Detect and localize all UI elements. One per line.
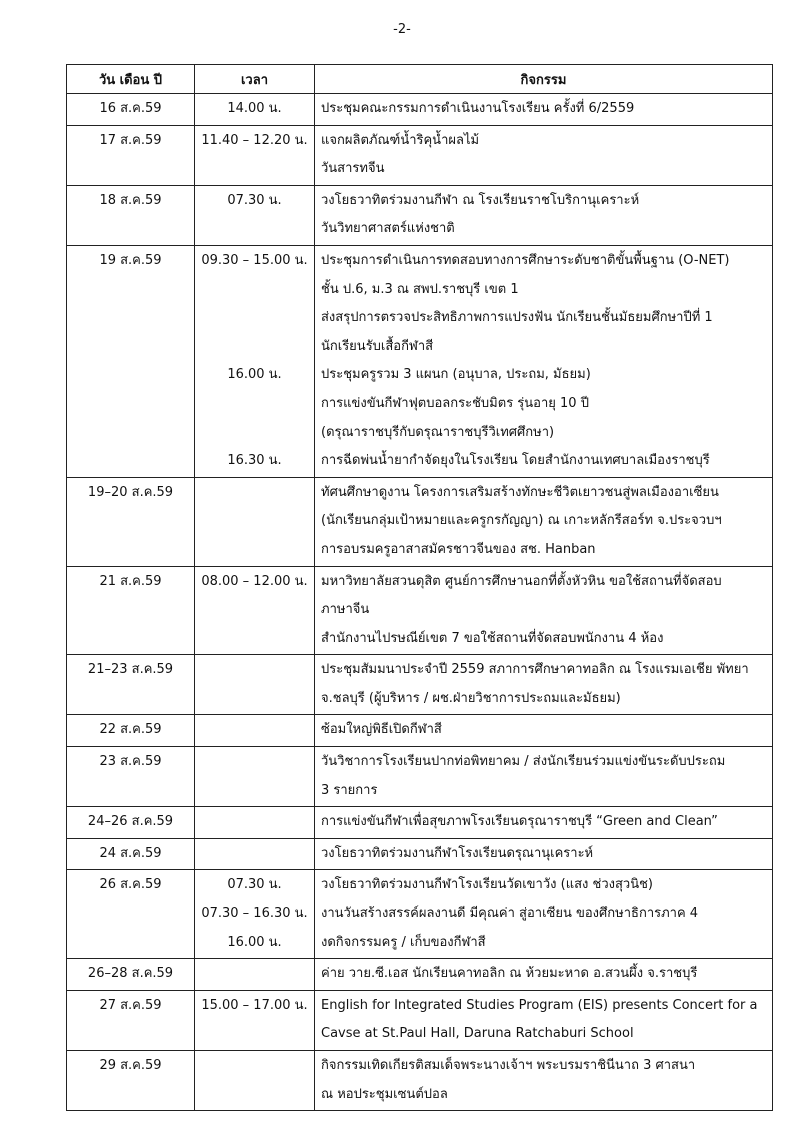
time-text [195,507,314,536]
time-text [195,685,314,714]
table-row [67,870,773,959]
date-cell [67,715,195,747]
time-text [195,748,314,777]
activity-text: การอบรมครูอาสาสมัครชาวจีนของ สช. Hanban [321,541,596,557]
date-cell [67,990,195,1050]
activity-text: งานวันสร้างสรรค์ผลงานดี มีคุณค่า สู่อาเซียน ของศึกษาธิการภาค 4 [321,906,699,922]
time-cell [195,990,315,1050]
time-text [195,960,314,989]
activity-text: การฉีดพ่นน้ำยากำจัดยุงในโรงเรียน โดยสำนักงานเทศบาลเมืองราชบุรี [321,453,710,469]
time-text: 07.30 – 16.30 น. [201,906,308,922]
time-text: 14.00 น. [227,101,282,116]
table-row [67,185,773,245]
time-text [195,840,314,869]
date-cell [67,185,195,245]
date-text: 26–28 ส.ค.59 [87,966,174,982]
date-text: 24–26 ส.ค.59 [87,814,174,830]
time-text [195,304,314,333]
header-activity: กิจกรรม [315,65,773,94]
activity-text: วันวิชาการโรงเรียนปากท่อพิทยาคม / ส่งนักเรียนร่วมแข่งขันระดับประถม [321,754,726,770]
table-row [67,715,773,747]
activity-text: ค่าย วาย.ซี.เอส นักเรียนคาทอลิก ณ ห้วยมะหาด อ.สวนผึ้ง จ.ราชบุรี [321,966,698,982]
date-cell [67,245,195,477]
time-cell [195,959,315,991]
table-row [67,747,773,807]
activity-cell [315,959,773,991]
date-text: 16 ส.ค.59 [99,101,162,116]
time-text [195,596,314,625]
time-text [195,625,314,654]
time-text: 07.30 น. [227,192,282,208]
activity-text: ส่งสรุปการตรวจประสิทธิภาพการแปรงฟัน นักเรียนชั้นมัธยมศึกษาปีที่ 1 [321,310,713,326]
time-cell [195,655,315,715]
activity-cell [315,838,773,870]
time-text [195,479,314,508]
activity-text: ประชุมการดำเนินการทดสอบทางการศึกษาระดับชาติขั้นพื้นฐาน (O-NET) [321,252,730,268]
activity-cell [315,185,773,245]
time-text [195,536,314,565]
date-text: 24 ส.ค.59 [99,845,162,861]
date-cell [67,655,195,715]
time-text [195,419,314,448]
activity-cell [315,807,773,839]
activity-text: วงโยธวาทิตร่วมงานกีฬาโรงเรียนดรุณานุเคราะห์ [321,845,594,861]
activity-cell [315,125,773,185]
time-cell [195,245,315,477]
activity-cell [315,747,773,807]
table-row [67,1051,773,1111]
activity-text: ประชุมสัมมนาประจำปี 2559 สภาการศึกษาคาทอลิก ณ โรงแรมเอเชีย พัทยา [321,662,749,678]
date-cell [67,1051,195,1111]
time-text [195,808,314,837]
activity-text: ซ้อมใหญ่พิธีเปิดกีฬาสี [321,722,442,738]
page-number: -2- [393,22,411,37]
date-cell [67,94,195,126]
activity-text: การแข่งขันกีฬาฟุตบอลกระชับมิตร รุ่นอายุ 10 ปี [321,395,589,411]
activity-text: English for Integrated Studies Program (EIS) presents Concert for a [321,997,758,1013]
time-text: 07.30 น. [227,877,282,893]
activity-text: (ดรุณาราชบุรีกับดรุณาราชบุรีวิเทศศึกษา) [321,424,555,440]
activity-cell [315,245,773,477]
time-text: 08.00 – 12.00 น. [201,573,308,589]
time-text [195,656,314,685]
table-row [67,959,773,991]
schedule-body [67,94,773,1111]
activity-text: ประชุมครูรวม 3 แผนก (อนุบาล, ประถม, มัธยม) [321,367,591,383]
activity-text: งดกิจกรรมครู / เก็บของกีฬาสี [321,934,486,950]
activity-cell [315,655,773,715]
time-text [195,1081,314,1110]
time-text [195,333,314,362]
time-text [195,276,314,305]
time-text [195,716,314,745]
activity-text: มหาวิทยาลัยสวนดุสิต ศูนย์การศึกษานอกที่ตั้งหัวหิน ขอใช้สถานที่จัดสอบ [321,573,722,589]
activity-text: ณ หอประชุมเซนต์ปอล [321,1086,448,1102]
schedule-table [66,64,773,1111]
date-cell [67,959,195,991]
activity-text: การแข่งขันกีฬาเพื่อสุขภาพโรงเรียนดรุณาราชบุรี “Green and Clean” [321,814,718,830]
table-row [67,566,773,655]
activity-cell [315,1051,773,1111]
time-text: 16.30 น. [227,453,282,469]
activity-text: Cavse at St.Paul Hall, Daruna Ratchaburi School [321,1026,634,1042]
time-cell [195,125,315,185]
date-text: 23 ส.ค.59 [99,754,162,770]
time-text: 16.00 น. [227,367,282,383]
activity-text: กิจกรรมเทิดเกียรติสมเด็จพระนางเจ้าฯ พระบรมราชินีนาถ 3 ศาสนา [321,1058,696,1073]
time-cell [195,566,315,655]
date-cell [67,747,195,807]
date-text: 19–20 ส.ค.59 [87,484,174,500]
date-text: 18 ส.ค.59 [99,192,162,208]
time-cell [195,94,315,126]
table-row [67,94,773,126]
table-row [67,245,773,477]
time-cell [195,477,315,566]
time-text [195,1020,314,1049]
date-text: 19 ส.ค.59 [99,252,162,268]
activity-text: สำนักงานไปรษณีย์เขต 7 ขอใช้สถานที่จัดสอบพนักงาน 4 ห้อง [321,630,664,646]
table-row [67,838,773,870]
header-date: วัน เดือน ปี [67,65,195,94]
time-text [195,155,314,184]
date-text: 21–23 ส.ค.59 [87,662,174,678]
time-cell [195,715,315,747]
activity-cell [315,715,773,747]
activity-text: วงโยธวาทิตร่วมงานกีฬาโรงเรียนวัดเขาวัง (แสง ช่วงสุวนิช) [321,877,653,893]
activity-text: วงโยธวาทิตร่วมงานกีฬา ณ โรงเรียนราชโบริกานุเคราะห์ [321,192,640,208]
activity-text: ภาษาจีน [321,602,370,618]
activity-cell [315,94,773,126]
time-cell [195,1051,315,1111]
header-time: เวลา [195,65,315,94]
date-cell [67,125,195,185]
table-row [67,125,773,185]
time-text: 09.30 – 15.00 น. [201,252,308,268]
time-cell [195,870,315,959]
activity-text: 3 รายการ [321,782,378,798]
table-header-row [67,65,773,94]
time-cell [195,747,315,807]
date-cell [67,566,195,655]
date-cell [67,807,195,839]
time-cell [195,807,315,839]
activity-text: ทัศนศึกษาดูงาน โครงการเสริมสร้างทักษะชีวิตเยาวชนสู่พลเมืองอาเซียน [321,484,719,500]
date-cell [67,870,195,959]
date-text: 29 ส.ค.59 [99,1058,162,1073]
time-text: 16.00 น. [227,934,282,950]
activity-text: นักเรียนรับเสื้อกีฬาสี [321,338,434,354]
activity-cell [315,477,773,566]
time-text [195,215,314,244]
time-cell [195,838,315,870]
date-text: 22 ส.ค.59 [99,722,162,738]
table-row [67,807,773,839]
table-row [67,990,773,1050]
date-text: 21 ส.ค.59 [99,573,162,589]
activity-text: วันสารทจีน [321,161,385,177]
activity-text: ประชุมคณะกรรมการดำเนินงานโรงเรียน ครั้งที่ 6/2559 [321,101,635,116]
activity-cell [315,870,773,959]
time-text: 11.40 – 12.20 น. [201,132,308,148]
table-row [67,655,773,715]
time-text [195,390,314,419]
time-text [195,777,314,806]
date-cell [67,477,195,566]
time-cell [195,185,315,245]
time-text [195,1052,314,1081]
activity-cell [315,566,773,655]
activity-text: วันวิทยาศาสตร์แห่งชาติ [321,221,455,237]
activity-text: จ.ชลบุรี (ผู้บริหาร / ผช.ฝ่ายวิชาการประถมและมัธยม) [321,690,621,706]
date-cell [67,838,195,870]
date-text: 27 ส.ค.59 [99,997,162,1013]
date-text: 26 ส.ค.59 [99,877,162,893]
activity-cell [315,990,773,1050]
activity-text: ชั้น ป.6, ม.3 ณ สพป.ราชบุรี เขต 1 [321,281,519,297]
date-text: 17 ส.ค.59 [99,132,162,148]
time-text: 15.00 – 17.00 น. [201,997,308,1013]
table-row [67,477,773,566]
activity-text: (นักเรียนกลุ่มเป้าหมายและครูกรกัญญา) ณ เกาะหลักรีสอร์ท จ.ประจวบฯ [321,513,722,529]
activity-text: แจกผลิตภัณฑ์น้ำริคุน้ำผลไม้ [321,132,480,148]
